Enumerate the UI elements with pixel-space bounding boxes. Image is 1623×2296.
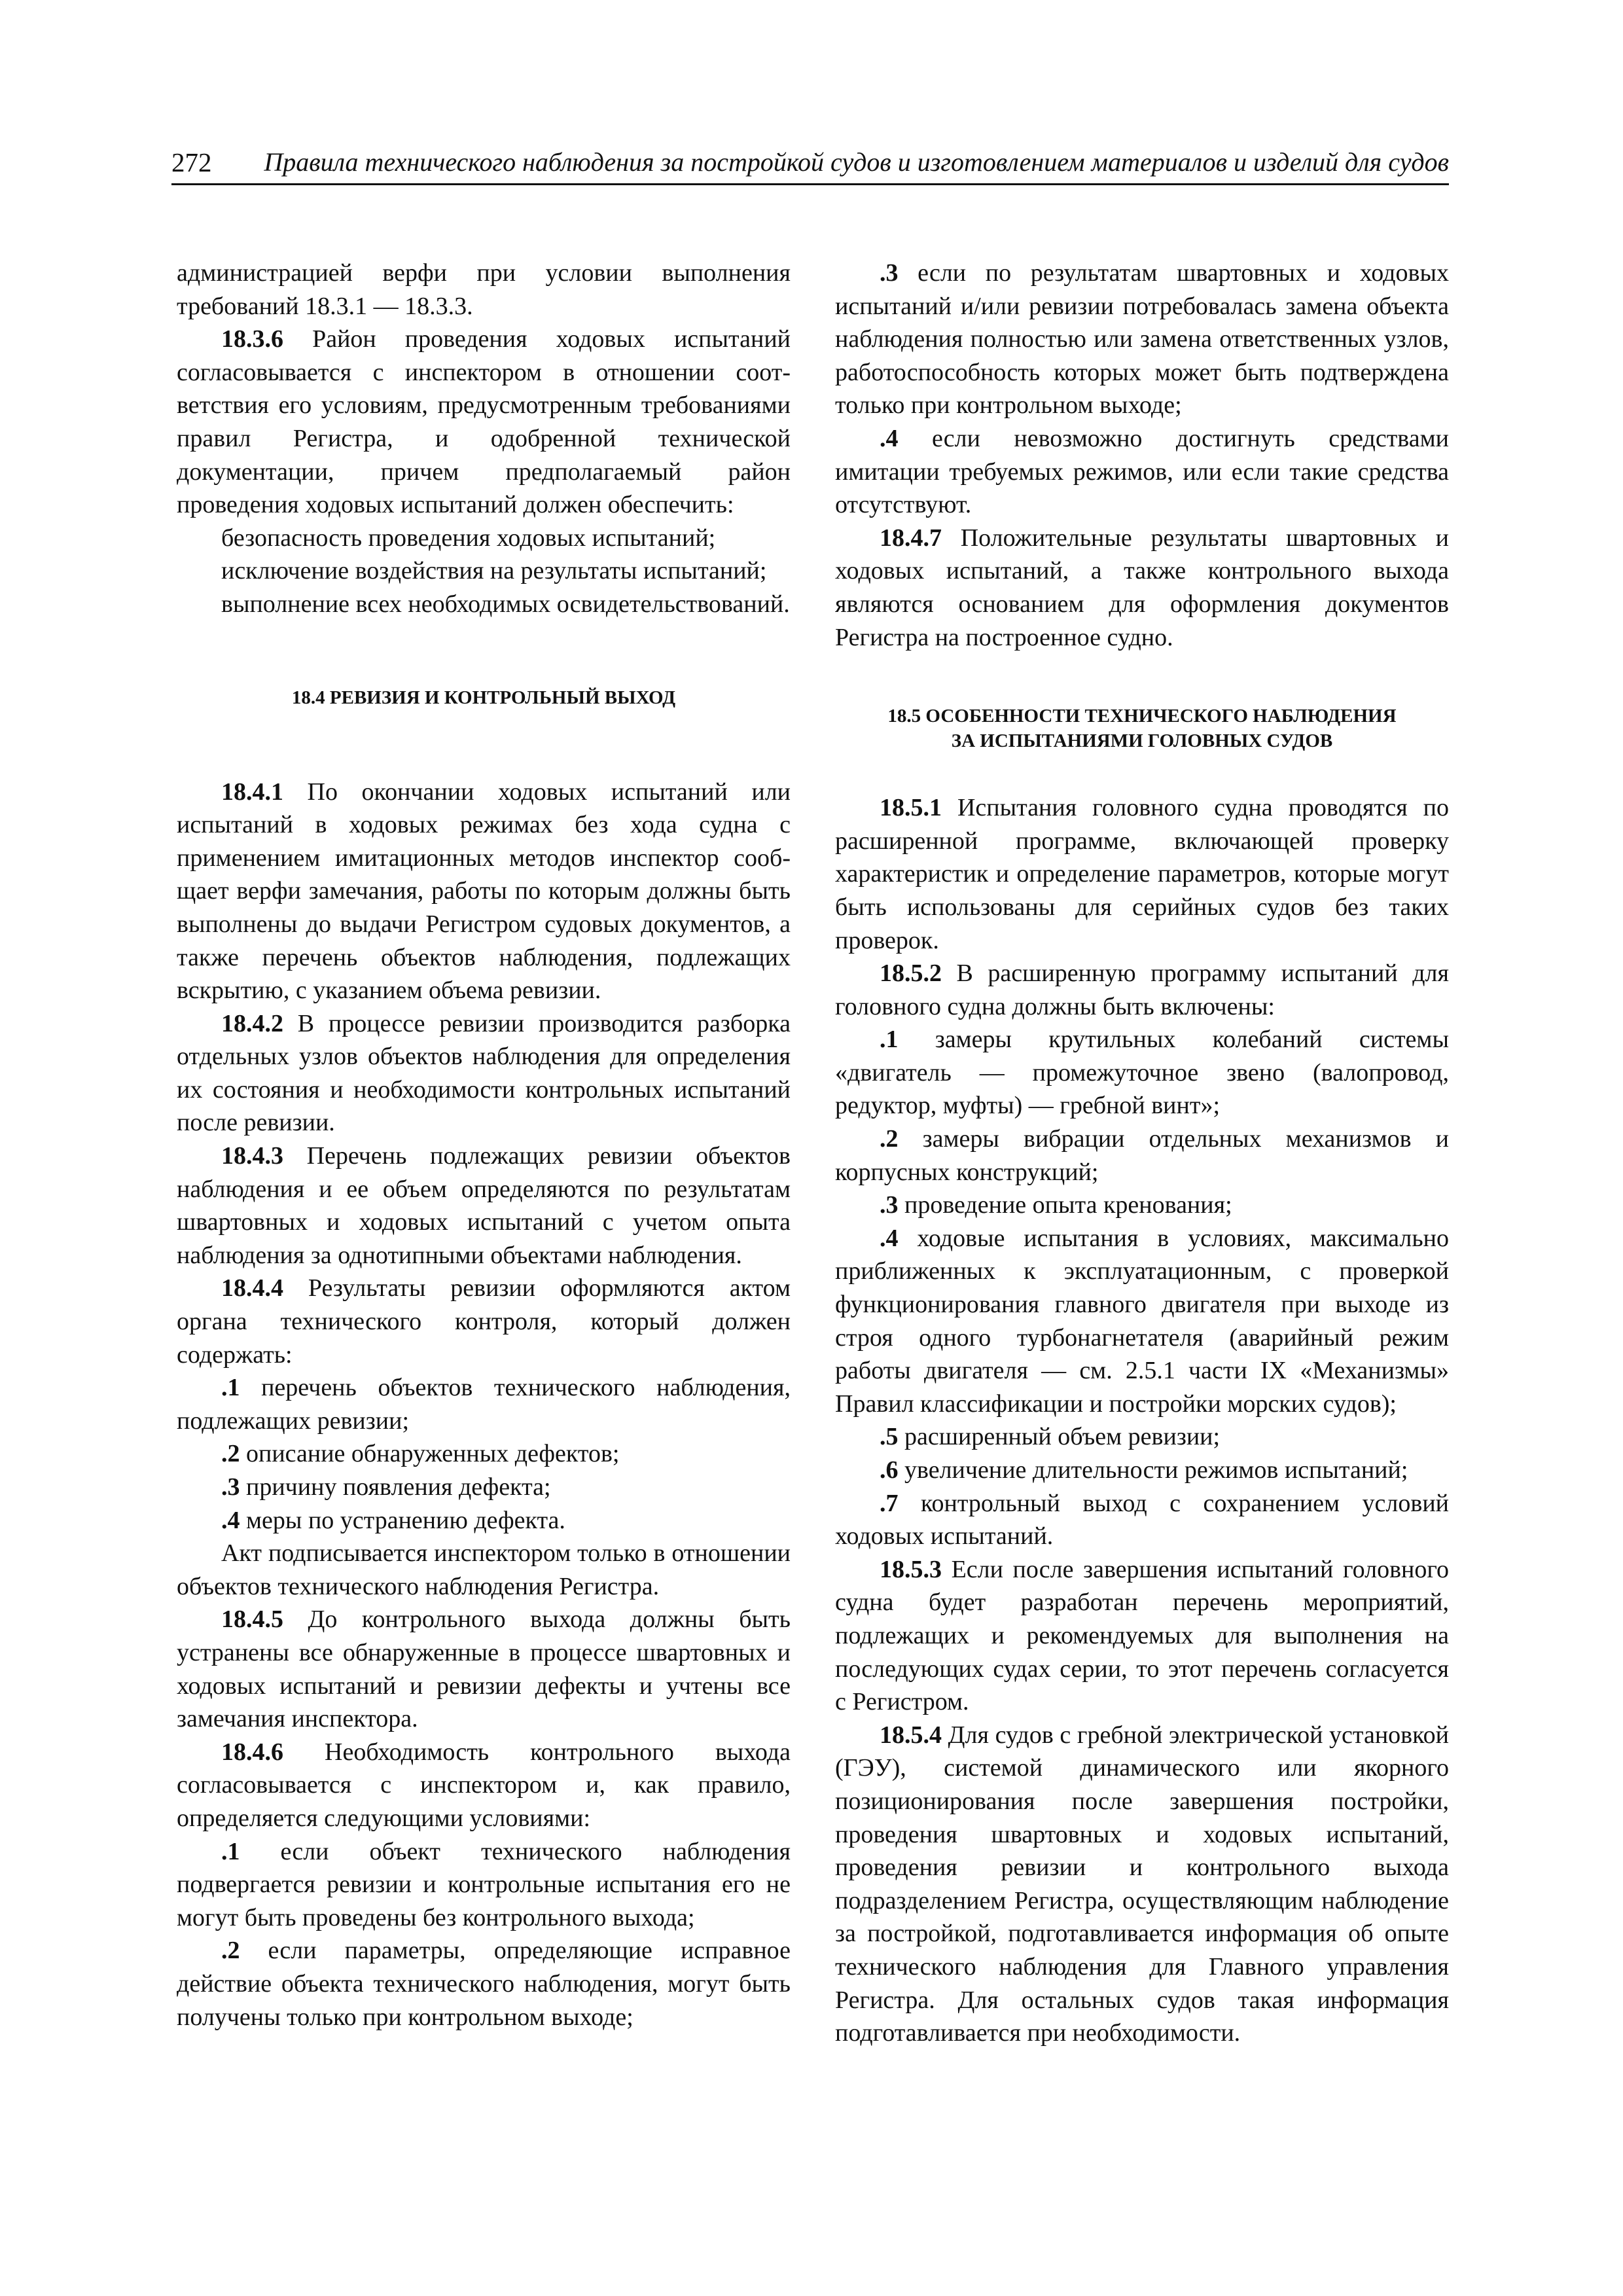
left-column — [177, 257, 791, 2034]
list-item — [177, 1371, 791, 1437]
list-item — [835, 1222, 1449, 1421]
item-number: .1 — [221, 1374, 240, 1402]
item-text: замеры вибрации отдельных механизмов и корпусных конструкций; — [835, 1125, 1449, 1186]
clause-text: Район проведения ходовых испытаний согласовывается с инспектором в отношении соответствия его условиям, предусмотренным требованиями правил Регистра, и одобренной технической документации, причем предполагаемый район проведения ходовых испытаний должен обеспечить: — [177, 325, 791, 519]
clause-text: Положительные результаты швартовных и ходовых испытаний, а также контрольного выхода являются основанием для оформления документов Регистра на построенное судно. — [835, 524, 1449, 651]
section-heading-18-4: 18.4 РЕВИЗИЯ И КОНТРОЛЬНЫЙ ВЫХОД — [291, 687, 676, 708]
item-number: .4 — [880, 1224, 899, 1252]
clause-text: Перечень подлежащих ревизии объектов наблюдения и ее объем определяются по результатам швартовных и ходовых испытаний с учетом опыта наблюдения за однотипными объектами наблюдения. — [177, 1142, 791, 1269]
item-number: .3 — [880, 259, 899, 287]
clause-18-4-1 — [177, 776, 791, 1007]
clause-text: По окончании ходовых испытаний или испытаний в ходовых режимах без хода судна с применением имитационных методов инспектор сообщает верфи замечания, работы по которым должны быть выполнены до выдачи Регистром судовых документов, а также перечень объектов наблюдения, подлежащих вскрытию, с указанием объема ревизии. — [177, 778, 791, 1005]
item-text: если объект технического наблюдения подвергается ревизии и контрольные испытания его не могут быть проведены без контрольного выхода; — [177, 1837, 791, 1931]
list-item — [835, 1420, 1449, 1454]
list-item — [177, 1835, 791, 1935]
page-header — [171, 143, 1449, 185]
list-item — [177, 1934, 791, 2034]
item-text: проведение опыта кренования; — [898, 1191, 1232, 1219]
clause-18-4-2 — [177, 1007, 791, 1139]
item-number: .4 — [880, 424, 899, 452]
item-text: ходовые испытания в условиях, максимально приближенных к эксплуатационным, с проверкой функционирования главного двигателя при выходе из строя одного турбонагнетателя (аварийный режим работы двигателя — см. 2.5.1 части IX «Механизмы» Правил классификации и постройки морских судов); — [835, 1224, 1449, 1418]
item-text: причину появления дефекта; — [240, 1473, 551, 1501]
clause-text: До контрольного выхода должны быть устранены все обнаруженные в процессе швартовных и ходовых испытаний и ревизии дефекты и учтены все замечания инспектора. — [177, 1605, 791, 1733]
item-text: увеличение длительности режимов испытаний; — [898, 1456, 1408, 1484]
clause-18-5-1 — [835, 791, 1449, 957]
item-text: перечень объектов технического наблюдения, подлежащих ревизии; — [177, 1374, 791, 1435]
clause-text: В расширенную программу испытаний для головного судна должны быть включены: — [835, 960, 1449, 1020]
clause-number: 18.5.1 — [880, 794, 942, 822]
clause-18-4-3 — [177, 1139, 791, 1272]
clause-number: 18.4.3 — [221, 1142, 283, 1170]
clause-18-4-4 — [177, 1272, 791, 1371]
clause-text: Испытания головного судна проводятся по расширенной программе, включающей проверку характеристик и определение параметров, которые могут быть использованы для серийных судов без таких проверок. — [835, 794, 1449, 954]
item-number: .2 — [221, 1937, 240, 1965]
section-heading-line: 18.5 ОСОБЕННОСТИ ТЕХНИЧЕСКОГО НАБЛЮДЕНИЯ — [887, 706, 1397, 727]
item-text: если по результатам швартовных и ходовых испытаний и/или ревизии потребовалась замена объекта наблюдения полностью или замена ответственных узлов, работоспособность которых может быть подтверждена только при контрольном выходе; — [835, 259, 1449, 420]
item-text: если параметры, определяющие исправное действие объекта технического наблюдения, могут быть получены только при контрольном выходе; — [177, 1937, 791, 2031]
item-number: .5 — [880, 1423, 899, 1451]
item-number: .1 — [880, 1026, 899, 1054]
clause-number: 18.4.5 — [221, 1605, 283, 1634]
clause-18-5-3 — [835, 1553, 1449, 1719]
clause-18-3-6 — [177, 323, 791, 522]
item-number: .2 — [221, 1440, 240, 1468]
bullet-item: выполнение всех необходимых освидетельствований. — [221, 590, 790, 618]
item-text: если невозможно достигнуть средствами имитации требуемых режимов, или если такие средства отсутствуют. — [835, 424, 1449, 519]
item-text: описание обнаруженных дефектов; — [240, 1440, 620, 1468]
clause-number: 18.4.6 — [221, 1738, 283, 1766]
list-item — [835, 1189, 1449, 1222]
item-number: .7 — [880, 1489, 899, 1517]
item-text: замеры крутильных колебаний системы «двигатель — промежуточное звено (валопровод, редуктор, муфты) — гребной винт»; — [835, 1026, 1449, 1120]
clause-text: Необходимость контрольного выхода согласовывается с инспектором и, как правило, определяется следующими условиями: — [177, 1738, 791, 1832]
clause-text: Результаты ревизии оформляются актом органа технического контроля, который должен содержать: — [177, 1274, 791, 1369]
paragraph: Акт подписывается инспектором только в отношении объектов технического наблюдения Регистра. — [177, 1539, 791, 1600]
bullet-item: безопасность проведения ходовых испытаний; — [221, 524, 716, 552]
list-item — [177, 1437, 791, 1471]
page-number: 272 — [171, 147, 212, 177]
clause-number: 18.4.7 — [880, 524, 942, 552]
clause-18-5-2 — [835, 957, 1449, 1023]
right-column — [835, 257, 1449, 2050]
running-title: Правила технического наблюдения за постройкой судов и изготовлением материалов и изделий для судов — [264, 147, 1449, 177]
item-number: .3 — [221, 1473, 240, 1501]
list-item — [835, 257, 1449, 422]
item-number: .6 — [880, 1456, 899, 1484]
clause-18-5-4 — [835, 1719, 1449, 2050]
item-number: .1 — [221, 1837, 240, 1865]
list-item — [835, 1487, 1449, 1553]
item-number: .3 — [880, 1191, 899, 1219]
clause-number: 18.4.4 — [221, 1274, 283, 1302]
clause-number: 18.3.6 — [221, 325, 283, 353]
clause-18-4-6 — [177, 1736, 791, 1835]
list-item — [177, 1504, 791, 1537]
item-number: .4 — [221, 1506, 240, 1534]
clause-18-4-7 — [835, 522, 1449, 654]
list-item — [835, 1023, 1449, 1122]
item-text: расширенный объем ревизии; — [898, 1423, 1221, 1451]
section-heading-line: ЗА ИСПЫТАНИЯМИ ГОЛОВНЫХ СУДОВ — [951, 730, 1333, 752]
clause-text: В процессе ревизии производится разборка отдельных узлов объектов наблюдения для определения их состояния и необходимости контрольных испытаний после ревизии. — [177, 1009, 791, 1137]
clause-text: Если после завершения испытаний головного судна будет разработан перечень мероприятий, подлежащих и рекомендуемых для выполнения на последующих судах серии, то этот перечень согласуется с Регистром. — [835, 1555, 1449, 1716]
clause-text: Для судов с гребной электрической установкой (ГЭУ), системой динамического или якорного позиционирования после завершения постройки, проведения швартовных и ходовых испытаний, проведения ревизии и контрольного выхода подразделением Регистра, осуществляющим наблюдение за постройкой, подготавливается информация об опыте технического наблюдения для Главного управления Регистра. Для остальных судов такая информация подготавливается при необходимости. — [835, 1721, 1449, 2047]
item-number: .2 — [880, 1125, 899, 1153]
clause-number: 18.5.2 — [880, 960, 942, 988]
item-text: контрольный выход с сохранением условий ходовых испытаний. — [835, 1489, 1449, 1551]
section-heading-18-5 — [835, 704, 1449, 753]
item-text: меры по устранению дефекта. — [240, 1506, 565, 1534]
bullet-item: исключение воздействия на результаты испытаний; — [221, 557, 767, 585]
clause-number: 18.4.1 — [221, 778, 283, 806]
clause-number: 18.5.4 — [880, 1721, 942, 1749]
clause-number: 18.5.3 — [880, 1555, 942, 1583]
list-item — [177, 1471, 791, 1504]
list-item — [835, 1122, 1449, 1189]
paragraph: администрацией верфи при условии выполнения требований 18.3.1 — 18.3.3. — [177, 259, 791, 320]
list-item — [835, 422, 1449, 522]
clause-18-4-5 — [177, 1603, 791, 1735]
list-item — [835, 1454, 1449, 1487]
clause-number: 18.4.2 — [221, 1009, 283, 1037]
